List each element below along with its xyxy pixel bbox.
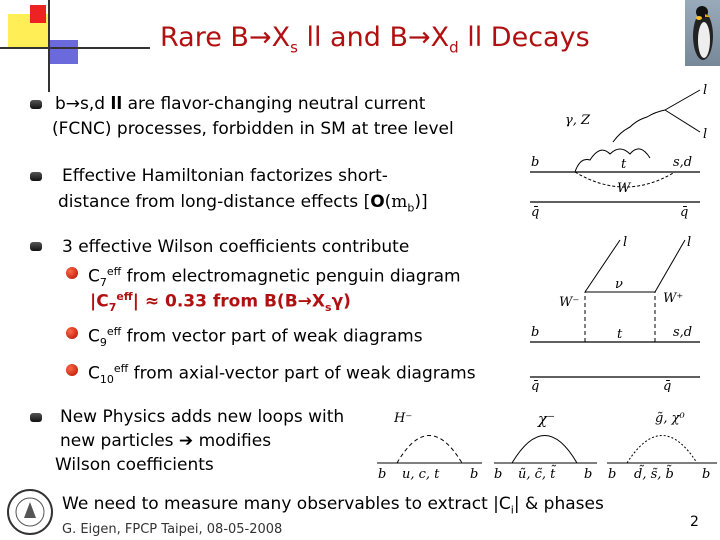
bullet-4-line-2: new particles ➔ modifies	[60, 431, 272, 451]
bullet-3-sub-3: $C_{10}^{eff}$ from axial-vector part of weak diagrams	[88, 362, 476, 387]
diagram-label: ν	[615, 277, 623, 292]
diagram-label: l	[687, 235, 692, 250]
title-sub: s	[290, 38, 298, 57]
new-physics-diagrams	[372, 398, 720, 484]
bullet-2-line-1: Effective Hamiltonian factorizes short-	[62, 166, 388, 186]
diagram-label: l	[703, 127, 708, 142]
diagram-label: b	[584, 467, 593, 482]
penguin-diagram	[525, 82, 715, 220]
diagram-label: t	[621, 157, 627, 172]
np-diagram-2	[494, 410, 597, 482]
diagram-label: b	[531, 155, 540, 170]
bullet-icon	[30, 172, 42, 181]
diagram-label: q̄	[531, 205, 540, 220]
sub-bullet-icon	[66, 364, 78, 376]
decor-line-horizontal	[0, 47, 150, 49]
diagram-label: u, c, t	[402, 467, 440, 482]
title-part: X	[271, 22, 291, 53]
penguin-photo	[685, 0, 720, 66]
diagram-label: s,d	[673, 155, 693, 170]
diagram-label: γ, Z	[565, 113, 591, 128]
diagram-label: q̄	[531, 379, 540, 392]
diagram-label: W⁺	[663, 291, 684, 306]
footer-text: G. Eigen, FPCP Taipei, 08-05-2008	[62, 522, 283, 537]
bullet-icon	[30, 100, 42, 109]
university-seal-icon	[6, 488, 54, 536]
diagram-label: g̃, χ⁰	[655, 411, 685, 426]
bullet-4-line-1: New Physics adds new loops with	[60, 407, 345, 427]
bullet-3-line-1: 3 effective Wilson coefficients contribute	[62, 237, 410, 257]
decor-line-vertical	[48, 0, 50, 92]
bullet-3-sub-1-value: $|C_7^{eff}| \approx 0.33$ from $B(B\to X_s\gamma)$	[90, 290, 351, 315]
diagram-label: t	[617, 327, 623, 342]
decor-square-red	[30, 5, 46, 23]
title-arrow: →	[407, 22, 431, 53]
page-number: 2	[690, 514, 699, 530]
diagram-label: b	[470, 467, 479, 482]
diagram-label: b	[494, 467, 503, 482]
diagram-label: l	[623, 235, 628, 250]
diagram-label: W⁻	[559, 295, 580, 310]
title-part: ll and B	[297, 22, 408, 53]
diagram-label: b	[378, 467, 387, 482]
diagram-label: b	[702, 467, 711, 482]
diagram-label: b	[531, 325, 540, 340]
bullet-icon	[30, 242, 42, 251]
bullet-2-line-2: distance from long-distance effects $[O(m_b)]$	[58, 192, 428, 215]
diagram-label: ũ, c̃, t̃	[518, 467, 556, 482]
slide-title	[160, 22, 590, 56]
title-part: X	[430, 22, 450, 53]
diagram-label: χ⁻	[538, 410, 556, 428]
sub-bullet-icon	[66, 327, 78, 339]
bullet-icon	[30, 413, 42, 422]
diagram-label: l	[703, 83, 708, 98]
penguin-icon	[685, 0, 720, 66]
diagram-label: d̃, s̃, b̃	[634, 467, 674, 482]
np-diagram-1	[377, 411, 482, 482]
bullet-4-line-3: Wilson coefficients	[55, 455, 214, 475]
decor-square-blue	[50, 40, 78, 64]
university-logo	[6, 488, 54, 536]
title-sub: d	[449, 38, 459, 57]
bullet-1-line-1: b→s,d ll are flavor-changing neutral current	[55, 94, 426, 114]
bullet-3-sub-1: $C_7^{eff}$ from electromagnetic penguin diagram	[88, 265, 461, 290]
bullet-3-sub-2: $C_9^{eff}$ from vector part of weak diagrams	[88, 325, 423, 350]
diagram-label: W	[617, 181, 631, 196]
title-arrow: →	[248, 22, 272, 53]
diagram-label: q̄	[680, 205, 689, 220]
box-diagram	[525, 232, 715, 392]
diagram-label: H⁻	[394, 411, 413, 426]
bullet-1-line-2: (FCNC) processes, forbidden in SM at tree level	[52, 119, 454, 139]
title-part: ll Decays	[458, 22, 590, 53]
bullet-5-line-1: We need to measure many observables to extract $|C_i|$ & phases	[62, 494, 604, 517]
title-part: Rare B	[160, 22, 249, 53]
diagram-label: q̄	[663, 379, 672, 392]
np-diagram-3	[607, 411, 717, 482]
diagram-label: s,d	[673, 325, 693, 340]
sub-bullet-icon	[66, 267, 78, 279]
diagram-label: b	[608, 467, 617, 482]
